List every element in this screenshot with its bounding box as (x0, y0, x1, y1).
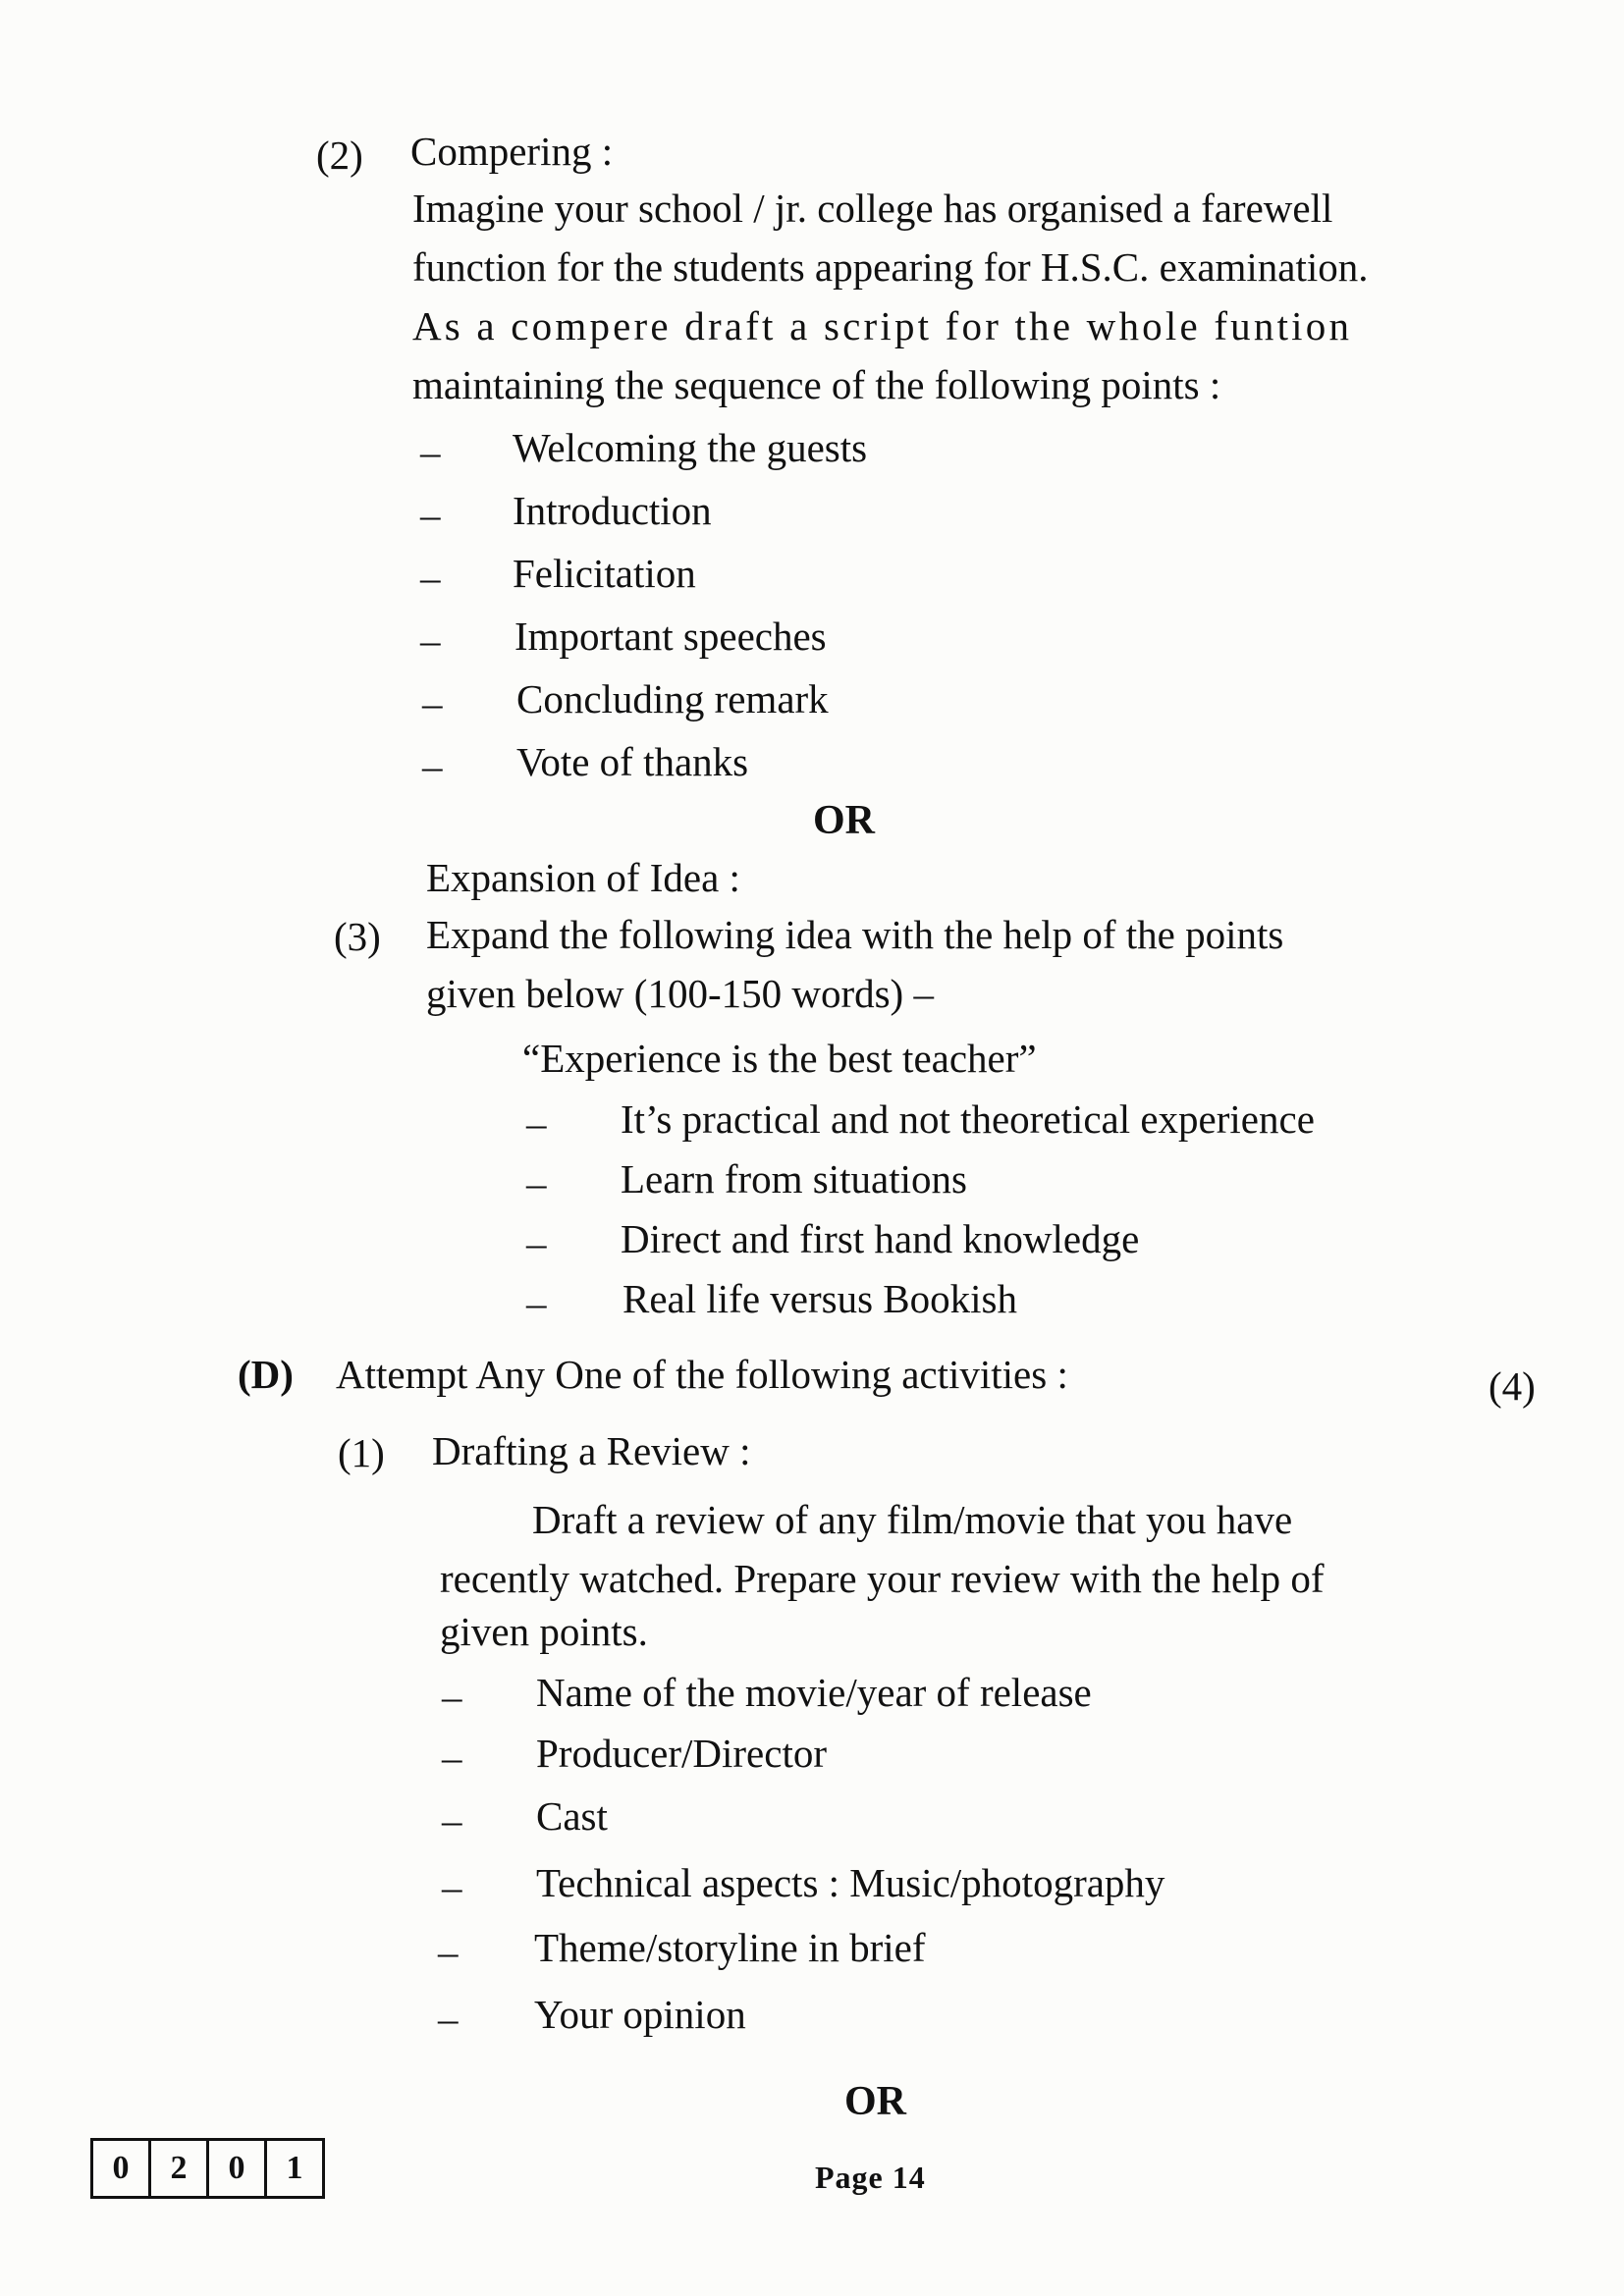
compering-point-4: Important speeches (514, 614, 827, 659)
review-line-2: recently watched. Prepare your review with the help of (440, 1556, 1325, 1601)
expansion-heading: Expansion of Idea : (426, 855, 740, 900)
expansion-line-2: given below (100-150 words) – (426, 971, 934, 1016)
compering-heading: Compering : (410, 129, 614, 174)
bullet-dash: – (442, 1735, 462, 1780)
question-paper-code (90, 2138, 325, 2199)
page-number: Page 14 (815, 2160, 926, 2195)
code-digit: 0 (93, 2141, 151, 2196)
bullet-dash: – (442, 1797, 462, 1842)
review-line-3: given points. (440, 1609, 648, 1654)
compering-point-6: Vote of thanks (516, 739, 749, 784)
bullet-dash: – (438, 1996, 459, 2041)
review-point-2: Producer/Director (536, 1731, 827, 1776)
bullet-dash: – (526, 1220, 547, 1265)
review-point-1: Name of the movie/year of release (536, 1670, 1092, 1715)
bullet-dash: – (526, 1160, 547, 1205)
code-digit: 2 (151, 2141, 209, 2196)
bullet-dash: – (526, 1280, 547, 1325)
review-point-6: Your opinion (534, 1992, 746, 2037)
compering-line-4: maintaining the sequence of the following points : (412, 362, 1221, 407)
expansion-point-4: Real life versus Bookish (623, 1276, 1017, 1321)
or-separator-2: OR (844, 2079, 906, 2124)
compering-point-2: Introduction (513, 488, 712, 533)
compering-line-2: function for the students appearing for H.S.C. examination. (412, 244, 1369, 290)
bullet-dash: – (422, 680, 443, 725)
bullet-dash: – (526, 1100, 547, 1146)
review-point-4: Technical aspects : Music/photography (536, 1860, 1165, 1905)
bullet-dash: – (442, 1864, 462, 1909)
section-d-marks: (4) (1489, 1363, 1536, 1409)
expansion-point-3: Direct and first hand knowledge (621, 1216, 1140, 1261)
bullet-dash: – (438, 1929, 459, 1974)
or-separator-1: OR (813, 798, 875, 843)
expansion-point-1: It’s practical and not theoretical experience (621, 1096, 1315, 1142)
bullet-dash: – (420, 429, 441, 474)
review-number: (1) (338, 1430, 385, 1475)
compering-line-1: Imagine your school / jr. college has organised a farewell (412, 186, 1333, 231)
bullet-dash: – (420, 617, 441, 663)
expansion-quote: “Experience is the best teacher” (522, 1036, 1037, 1081)
expansion-point-2: Learn from situations (621, 1156, 967, 1201)
review-heading: Drafting a Review : (432, 1428, 751, 1473)
compering-point-5: Concluding remark (516, 676, 829, 721)
review-point-3: Cast (536, 1793, 608, 1839)
bullet-dash: – (422, 743, 443, 788)
section-d-instruction: Attempt Any One of the following activities : (336, 1352, 1068, 1397)
compering-number: (2) (316, 133, 363, 178)
review-point-5: Theme/storyline in brief (534, 1925, 926, 1970)
bullet-dash: – (420, 492, 441, 537)
expansion-line-1: Expand the following idea with the help of the points (426, 912, 1284, 957)
section-d-label: (D) (238, 1352, 294, 1397)
bullet-dash: – (442, 1674, 462, 1719)
bullet-dash: – (420, 555, 441, 600)
review-line-1: Draft a review of any film/movie that you have (532, 1497, 1293, 1542)
expansion-number: (3) (334, 914, 381, 959)
compering-point-3: Felicitation (513, 551, 696, 596)
compering-line-3: As a compere draft a script for the whole funtion (412, 303, 1353, 348)
code-digit: 1 (286, 2150, 303, 2186)
code-digit: 0 (209, 2141, 267, 2196)
compering-point-1: Welcoming the guests (513, 425, 868, 470)
